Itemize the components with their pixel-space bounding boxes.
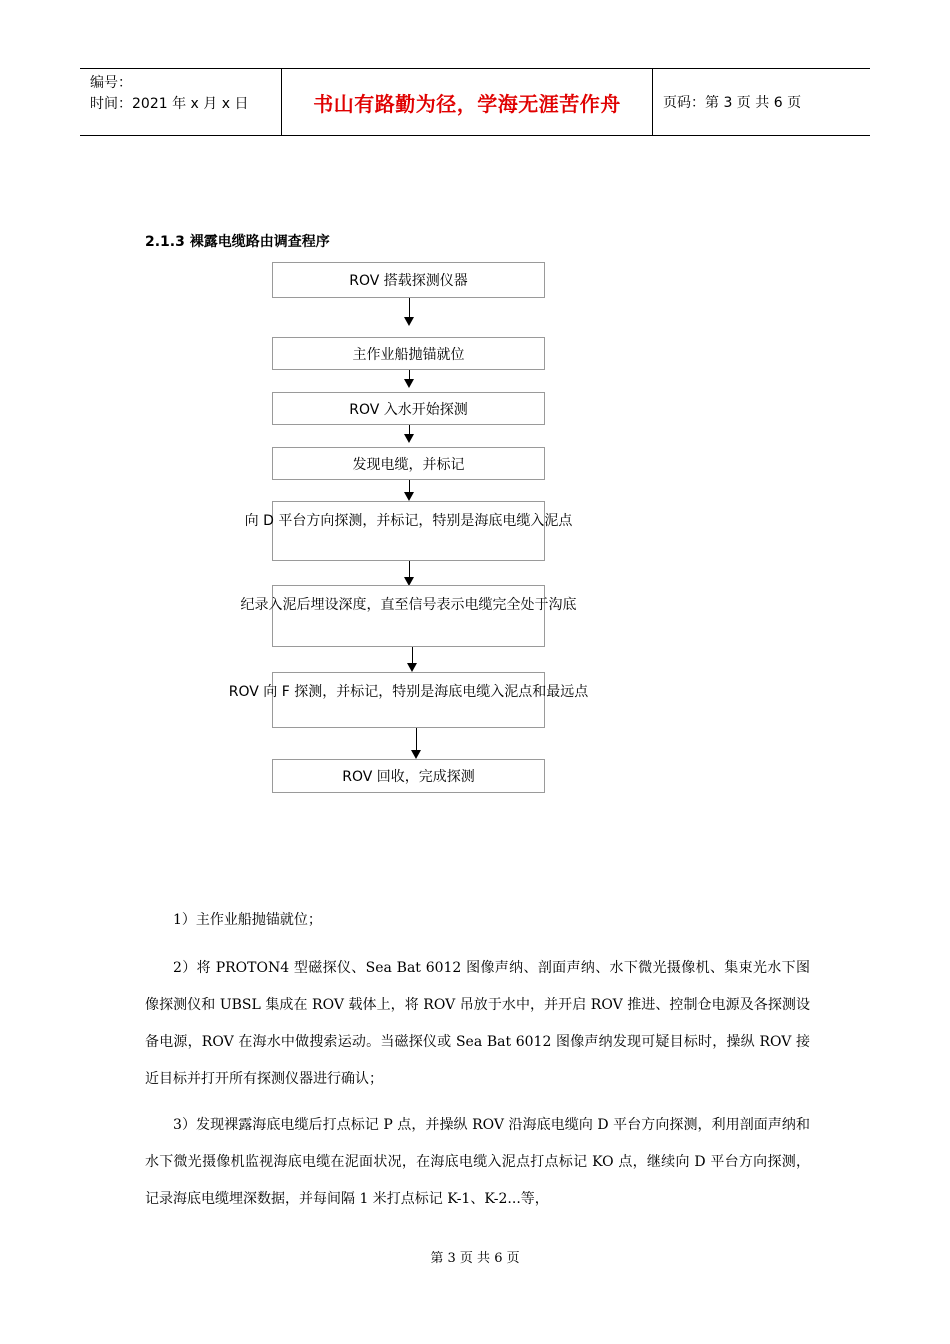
- body-paragraph: 3）发现裸露海底电缆后打点标记 P 点，并操纵 ROV 沿海底电缆向 D 平台方向探测，利用剖面声纳和水下微光摄像机监视海底电缆在泥面状况，在海底电缆入泥点打点标记 KO 点，继续向 D 平台方向探测，记录海底电缆埋深数据，并每间隔 1 米打点标记 K-1、K-2...等，: [145, 1117, 810, 1207]
- flow-step-label: 向 D 平台方向探测，并标记，特别是海底电缆入泥点: [244, 513, 573, 529]
- document-header: [80, 68, 870, 136]
- flow-arrow: [411, 728, 423, 759]
- body-paragraph: 2）将 PROTON4 型磁探仪、Sea Bat 6012 图像声纳、剖面声纳、水下微光摄像机、集束光水下图像探测仪和 UBSL 集成在 ROV 载体上，将 ROV 吊放于水中，并开启 ROV 推进、控制仓电源及各探测设备电源，ROV 在海水中做搜索运动。当磁探仪或 Sea Bat 6012 图像声纳发现可疑目标时，操纵 ROV 接近目标并打开所有探测仪器进行确认；: [145, 960, 810, 1087]
- flow-arrow: [407, 647, 419, 672]
- flow-step: [240, 585, 577, 647]
- header-page-code: 页码：第 3 页 共 6 页: [663, 95, 802, 111]
- flow-step-label: 主作业船抛锚就位: [352, 346, 465, 363]
- flow-step: [228, 672, 589, 728]
- flow-arrow: [404, 425, 416, 443]
- header-motto: 书山有路勤为径，学海无涯苦作舟: [313, 91, 621, 116]
- flow-step: [272, 447, 545, 480]
- flow-step-label: ROV 回收，完成探测: [342, 769, 475, 785]
- flow-step: [272, 337, 545, 370]
- flow-step: [272, 759, 545, 793]
- flow-arrow: [404, 298, 416, 326]
- doc-time-label: 时间：2021 年 x 月 x 日: [90, 96, 249, 112]
- flow-step-label: ROV 搭载探测仪器: [349, 273, 468, 289]
- flow-arrow: [404, 561, 416, 586]
- flow-step-label: ROV 入水开始探测: [349, 401, 468, 418]
- flow-step: [272, 392, 545, 425]
- body-paragraph: 1）主作业船抛锚就位；: [173, 912, 322, 928]
- header-meta: [80, 69, 282, 135]
- header-motto-cell: [282, 69, 653, 135]
- flow-step: [244, 501, 573, 561]
- flow-arrow: [404, 480, 416, 501]
- flow-step-label: ROV 向 F 探测，并标记，特别是海底电缆入泥点和最远点: [228, 684, 589, 700]
- flow-step-label: 发现电缆，并标记: [352, 456, 465, 473]
- flow-arrow: [404, 370, 416, 388]
- doc-number-label: 编号：: [90, 75, 132, 91]
- header-page-cell: [653, 69, 870, 135]
- page-footer: 第 3 页 共 6 页: [430, 1251, 520, 1266]
- flow-step: [272, 262, 545, 298]
- flow-step-label: 纪录入泥后埋设深度，直至信号表示电缆完全处于沟底: [240, 597, 577, 613]
- section-heading: 2.1.3 裸露电缆路由调查程序: [145, 234, 330, 250]
